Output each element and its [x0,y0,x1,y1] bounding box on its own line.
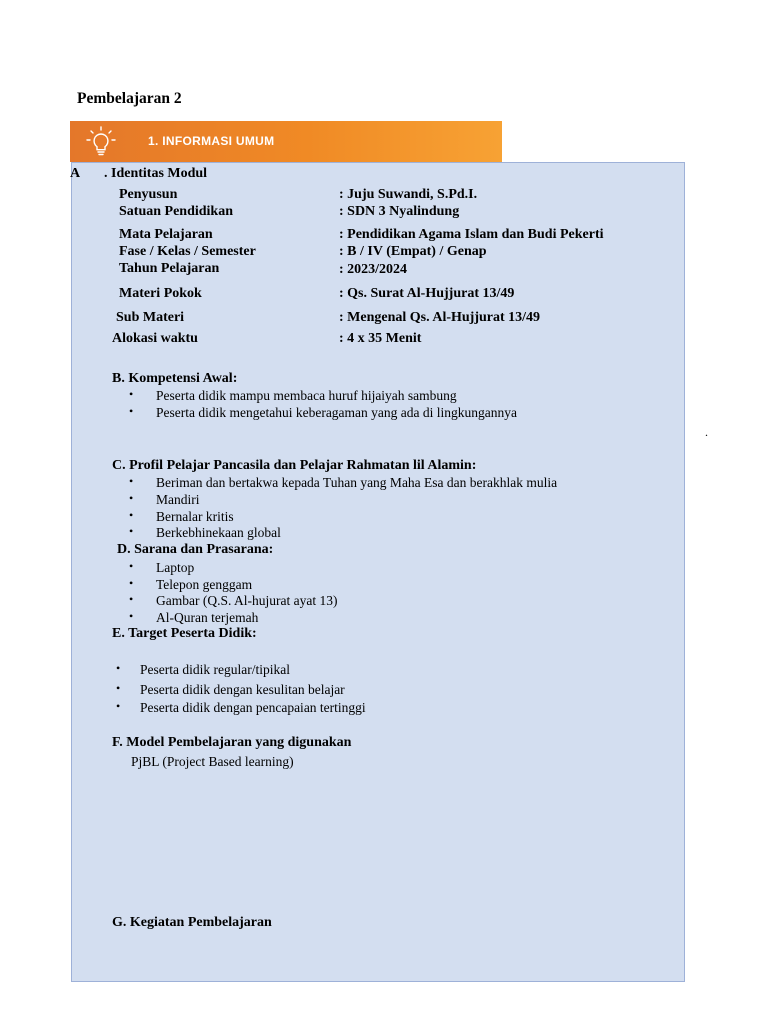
list-item: Peserta didik dengan kesulitan belajar [140,682,345,697]
bullet-icon: • [129,491,134,505]
lightbulb-icon [84,125,118,159]
bullet-icon: • [129,524,134,538]
list-item: Mandiri [156,492,200,507]
bullet-icon: • [129,474,134,488]
bullet-icon: • [129,609,134,623]
identity-label: Satuan Pendidikan [119,204,233,219]
identity-value: : Mengenal Qs. Al-Hujjurat 13/49 [339,310,541,325]
bullet-icon: • [129,559,134,573]
section-e-heading: E. Target Peserta Didik: [112,626,257,641]
list-item: Beriman dan bertakwa kepada Tuhan yang Maha Esa dan berakhlak mulia [156,475,558,490]
list-item: Gambar (Q.S. Al-hujurat ayat 13) [156,593,338,608]
bullet-icon: • [116,699,121,713]
identity-value: : Pendidikan Agama Islam dan Budi Pekerti [339,227,604,242]
section-a-letter: A [70,166,81,181]
bullet-icon: • [129,404,134,418]
list-item: Peserta didik mengetahui keberagaman yang ada di lingkungannya [156,405,518,420]
list-item: Peserta didik mampu membaca huruf hijaiyah sambung [156,388,457,403]
identity-label: Tahun Pelajaran [119,261,220,276]
identity-label: Materi Pokok [119,286,202,301]
identity-value: : Qs. Surat Al-Hujjurat 13/49 [339,286,515,301]
section-g-heading: G. Kegiatan Pembelajaran [112,915,272,930]
identity-value: : B / IV (Empat) / Genap [339,244,487,259]
section-f-text: PjBL (Project Based learning) [131,754,294,769]
informasi-umum-banner [70,121,502,162]
section-b-heading: B. Kompetensi Awal: [112,371,238,386]
identity-label: Sub Materi [116,310,185,325]
section-d-heading: D. Sarana dan Prasarana: [117,542,274,557]
bullet-icon: • [129,508,134,522]
list-item: Bernalar kritis [156,509,234,524]
section-c-heading: C. Profil Pelajar Pancasila dan Pelajar Rahmatan lil Alamin: [112,458,477,473]
list-item: Telepon genggam [156,577,253,592]
bullet-icon: • [116,681,121,695]
identity-label: Penyusun [119,187,178,202]
page-title: Pembelajaran 2 [77,90,182,107]
identity-label: Fase / Kelas / Semester [119,244,256,259]
identity-label: Mata Pelajaran [119,227,213,242]
identity-value: : 4 x 35 Menit [339,331,422,346]
bullet-icon: • [129,576,134,590]
identity-value: : SDN 3 Nyalindung [339,204,460,219]
bullet-icon: • [129,387,134,401]
bullet-icon: • [116,661,121,675]
identity-label: Alokasi waktu [112,331,198,346]
list-item: Berkebhinekaan global [156,525,281,540]
section-f-heading: F. Model Pembelajaran yang digunakan [112,735,352,750]
bullet-icon: • [129,592,134,606]
banner-title: 1. INFORMASI UMUM [148,134,275,148]
identity-value: : Juju Suwandi, S.Pd.I. [339,187,478,202]
list-item: Laptop [156,560,195,575]
stray-dot: . [705,425,708,439]
identity-value: : 2023/2024 [339,262,408,277]
list-item: Peserta didik dengan pencapaian tertinggi [140,700,366,715]
list-item: Peserta didik regular/tipikal [140,662,290,677]
section-a-heading: . Identitas Modul [104,166,208,181]
list-item: Al-Quran terjemah [156,610,259,625]
